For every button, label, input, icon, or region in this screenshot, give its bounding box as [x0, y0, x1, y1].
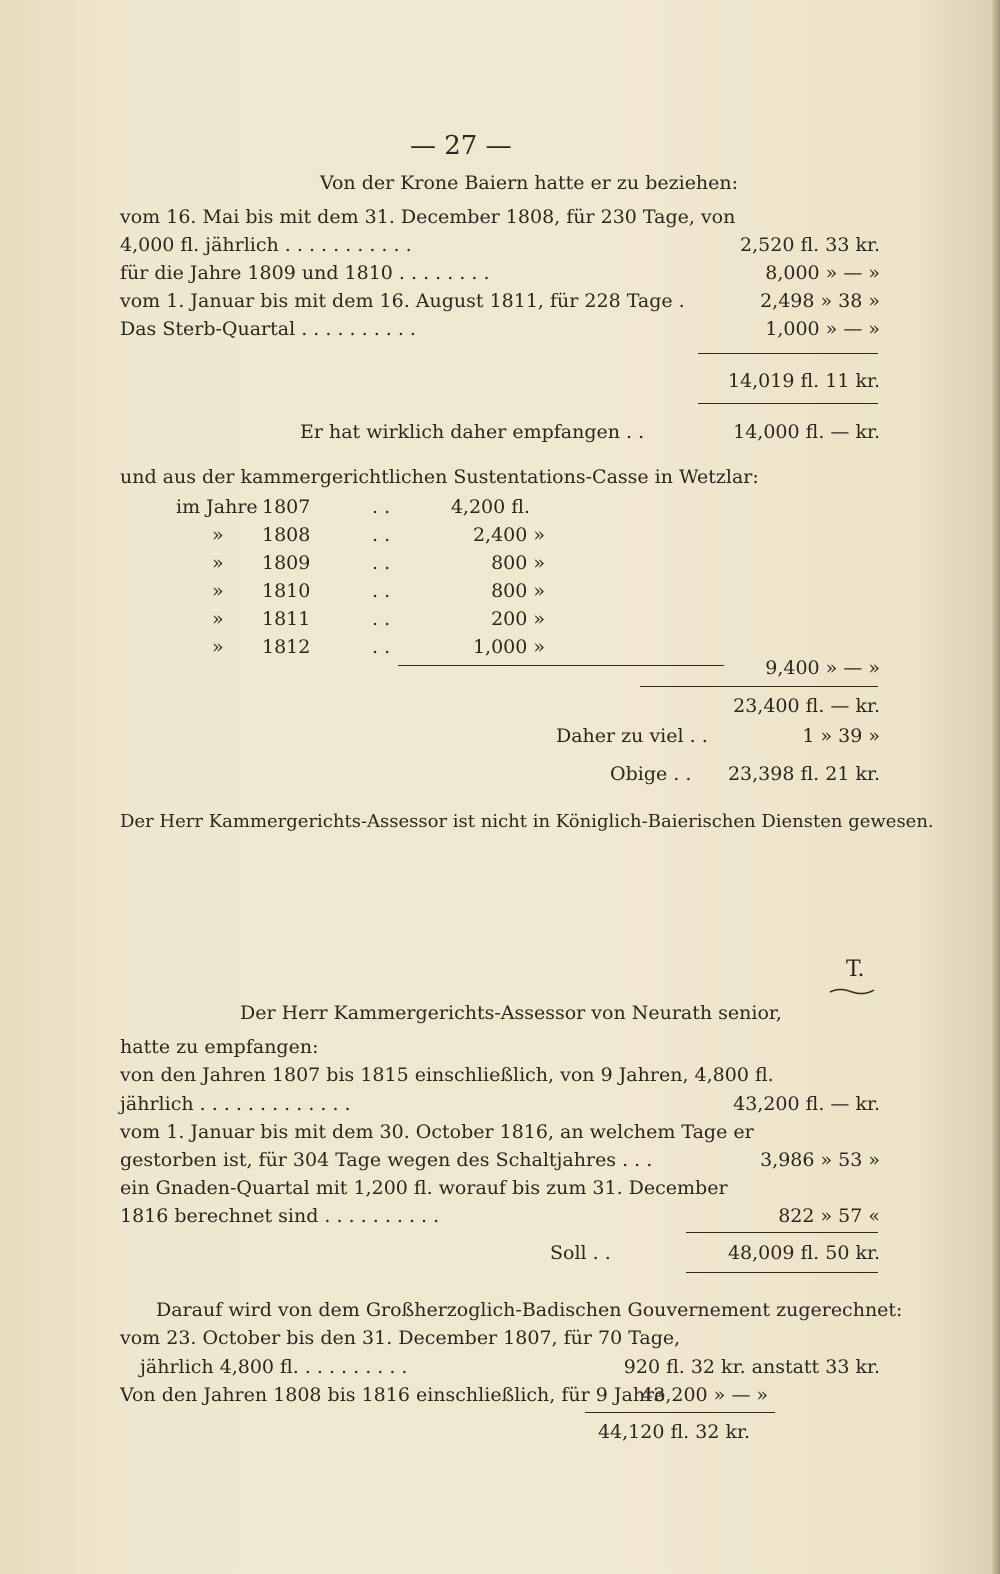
sum-rule [640, 686, 878, 687]
year: 1812 [262, 636, 311, 658]
credit-line1: vom 23. October bis den 31. December 1807, für 70 Tage, [120, 1327, 681, 1349]
year-dots: . . [372, 636, 391, 658]
section-letter: T. [846, 957, 865, 982]
year-dots: . . [372, 524, 391, 546]
section1-row-label: vom 1. Januar bis mit dem 16. August 1811, für 228 Tage . [120, 290, 685, 312]
section1-row-amount: 8,000 » — » [765, 262, 880, 284]
year-amount: 800 » [491, 552, 545, 574]
sum-rule [585, 1412, 775, 1413]
section2-row-label: 1816 berechnet sind . . . . . . . . . . [120, 1205, 440, 1227]
year: 1809 [262, 552, 311, 574]
section1-row-amount: 2,498 » 38 » [760, 290, 880, 312]
section2-line1: von den Jahren 1807 bis 1815 einschließlich, von 9 Jahren, 4,800 fl. [120, 1064, 774, 1086]
section1-sum: 23,400 fl. — kr. [733, 695, 880, 717]
letter-flourish [828, 986, 876, 996]
sum-rule [698, 353, 878, 354]
above-amount: 23,398 fl. 21 kr. [727, 763, 880, 785]
section2-row-amount: 822 » 57 « [778, 1205, 880, 1227]
section1-note: Der Herr Kammergerichts-Assessor ist nicht in Königlich-Baierischen Diensten gewesen. [120, 811, 934, 832]
section2-intro: hatte zu empfangen: [120, 1036, 319, 1058]
credit-row-label: Von den Jahren 1808 bis 1816 einschließlich, für 9 Jahre [120, 1384, 666, 1406]
section1-row-label: Das Sterb-Quartal . . . . . . . . . . [120, 318, 416, 340]
excess-label: Daher zu viel . . [556, 725, 708, 747]
credit-total: 44,120 fl. 32 kr. [597, 1421, 750, 1443]
received-label: Er hat wirklich daher empfangen . . [300, 421, 645, 443]
section2-line3: ein Gnaden-Quartal mit 1,200 fl. worauf bis zum 31. December [120, 1177, 728, 1199]
year-prefix: » [212, 608, 224, 630]
credit-row-label: jährlich 4,800 fl. . . . . . . . . . [140, 1356, 408, 1378]
year-amount: 4,200 fl. [450, 496, 530, 518]
section1-intro: Von der Krone Baiern hatte er zu beziehen: [320, 172, 739, 194]
year: 1807 [262, 496, 311, 518]
section1-row-amount: 1,000 » — » [765, 318, 880, 340]
above-label: Obige . . [610, 763, 692, 785]
year-prefix: » [212, 636, 224, 658]
section2-row-amount: 43,200 fl. — kr. [733, 1093, 880, 1115]
wetzlar-total: 9,400 » — » [765, 657, 880, 679]
section1-line1: vom 16. Mai bis mit dem 31. December 1808, für 230 Tage, von [120, 206, 736, 228]
year-amount: 1,000 » [472, 636, 545, 658]
sum-rule [686, 1272, 878, 1273]
page-number: — 27 — [410, 131, 512, 161]
year-amount: 800 » [491, 580, 545, 602]
section2-row-label: gestorben ist, für 304 Tage wegen des Schaltjahres . . . [120, 1149, 653, 1171]
soll-amount: 48,009 fl. 50 kr. [727, 1242, 880, 1264]
excess-amount: 1 » 39 » [802, 725, 880, 747]
section2-line2: vom 1. Januar bis mit dem 30. October 1816, an welchem Tage er [120, 1121, 754, 1143]
section2-row-label: jährlich . . . . . . . . . . . . . [120, 1093, 351, 1115]
page-edge [992, 0, 1000, 1574]
section1-row-label: für die Jahre 1809 und 1810 . . . . . . . . [120, 262, 490, 284]
sum-rule [698, 403, 878, 404]
section1-row-amount: 2,520 fl. 33 kr. [740, 234, 880, 256]
wetzlar-intro: und aus der kammergerichtlichen Sustentations-Casse in Wetzlar: [120, 466, 759, 488]
year-dots: . . [372, 608, 391, 630]
year-prefix: » [212, 524, 224, 546]
section1-total: 14,019 fl. 11 kr. [727, 370, 880, 392]
credit-intro: Darauf wird von dem Großherzoglich-Badischen Gouvernement zugerechnet: [156, 1299, 903, 1321]
year-dots: . . [372, 552, 391, 574]
section2-heading: Der Herr Kammergerichts-Assessor von Neurath senior, [240, 1002, 782, 1024]
credit-row-amount: 920 fl. 32 kr. anstatt 33 kr. [623, 1356, 880, 1378]
soll-label: Soll . . [550, 1242, 611, 1264]
year-prefix: im Jahre [176, 496, 258, 518]
year: 1811 [262, 608, 311, 630]
sum-rule [398, 665, 724, 666]
year-amount: 2,400 » [472, 524, 545, 546]
year-amount: 200 » [491, 608, 545, 630]
credit-row-amount: 43,200 » — » [641, 1384, 768, 1406]
year: 1808 [262, 524, 311, 546]
year: 1810 [262, 580, 311, 602]
section1-row-label: 4,000 fl. jährlich . . . . . . . . . . . [120, 234, 412, 256]
sum-rule [686, 1232, 878, 1233]
section2-row-amount: 3,986 » 53 » [760, 1149, 880, 1171]
year-prefix: » [212, 552, 224, 574]
year-dots: . . [372, 496, 391, 518]
received-amount: 14,000 fl. — kr. [733, 421, 880, 443]
year-prefix: » [212, 580, 224, 602]
year-dots: . . [372, 580, 391, 602]
